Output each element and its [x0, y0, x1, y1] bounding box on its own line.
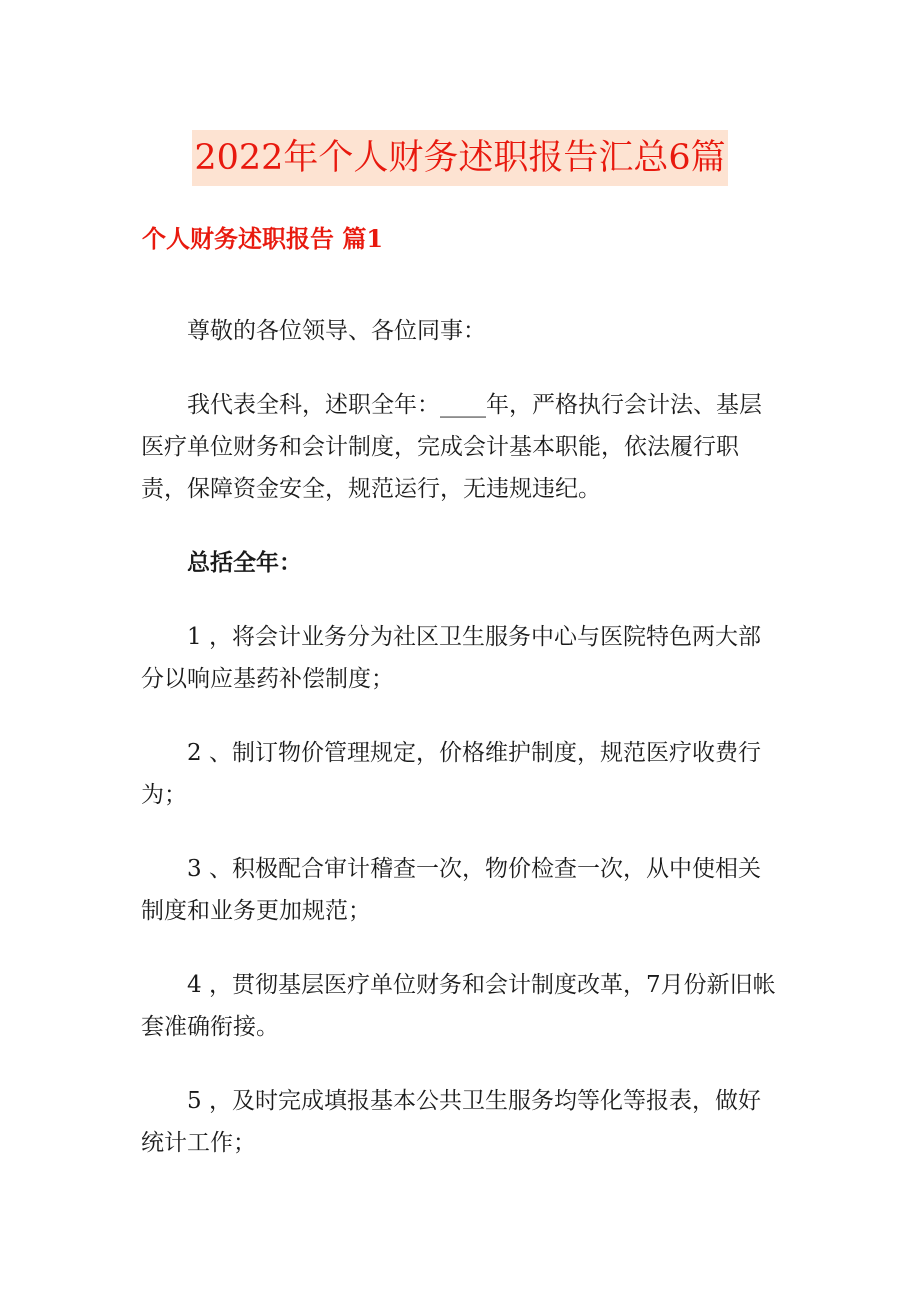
paragraph-greeting: 尊敬的各位领导、各位同事：: [187, 318, 486, 344]
paragraph-item-5: 5 ，及时完成填报基本公共卫生服务均等化等报表，做好统计工作；: [141, 1088, 761, 1156]
paragraph-summary-heading: 总括全年：: [187, 549, 302, 576]
paragraph-item-4: 4 ，贯彻基层医疗单位财务和会计制度改革，7月份新旧帐套准确衔接。: [141, 972, 776, 1040]
paragraph-item-3: 3 、积极配合审计稽查一次，物价检查一次，从中使相关制度和业务更加规范；: [141, 856, 761, 924]
section-heading: 个人财务述职报告 篇1: [142, 224, 384, 253]
paragraph-intro: 我代表全科，述职全年：____年，严格执行会计法、基层医疗单位财务和会计制度，完成会计基本职能，依法履行职责，保障资金安全，规范运行，无违规违纪。: [141, 392, 762, 502]
paragraph-item-2: 2 、制订物价管理规定，价格维护制度，规范医疗收费行为；: [141, 740, 761, 808]
document-body: [141, 310, 781, 1196]
document-title: 2022年个人财务述职报告汇总6篇: [192, 130, 727, 186]
title-container: [0, 130, 920, 186]
paragraph-item-1: 1 ，将会计业务分为社区卫生服务中心与医院特色两大部分以响应基药补偿制度；: [141, 624, 761, 692]
